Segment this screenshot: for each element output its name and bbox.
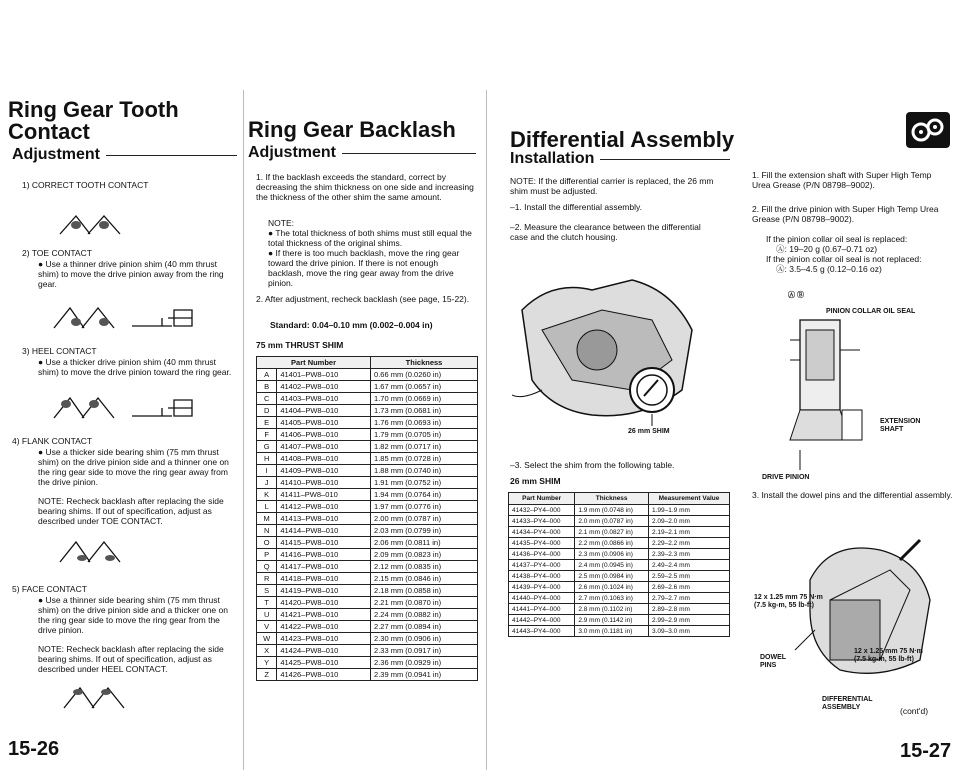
thrust-shim-row [257, 597, 478, 609]
shim-code: B [257, 381, 277, 393]
mid-step-2: 2. After adjustment, recheck backlash (see page, 15-22). [256, 294, 470, 304]
grease-not-replaced-label: If the pinion collar oil seal is not replaced: [766, 254, 922, 264]
left-s4: 4) FLANK CONTACT [12, 436, 93, 446]
shim-code: S [257, 585, 277, 597]
thrust-shim-row [257, 645, 478, 657]
shim26-thickness: 2.2 mm (0.0866 in) [575, 538, 649, 549]
shim-code: D [257, 405, 277, 417]
shim-thickness: 2.00 mm (0.0787 in) [371, 513, 478, 525]
thrust-shim-row [257, 417, 478, 429]
shim-code: U [257, 609, 277, 621]
shim26-part-number: 41439–PY4–000 [509, 582, 575, 593]
shim26-thickness: 1.9 mm (0.0748 in) [575, 505, 649, 516]
thrust-shim-row [257, 633, 478, 645]
shim-thickness: 1.70 mm (0.0669 in) [371, 393, 478, 405]
shim-thickness: 1.97 mm (0.0776 in) [371, 501, 478, 513]
shim26-part-number: 41438–PY4–000 [509, 571, 575, 582]
shim-part-number: 41412–PW8–010 [277, 501, 371, 513]
thrust-shim-col-part: Part Number [257, 357, 371, 369]
shim26-row [509, 615, 730, 626]
shim26-row [509, 516, 730, 527]
shim-thickness: 2.21 mm (0.0870 in) [371, 597, 478, 609]
mid-adjustment-heading [248, 144, 476, 162]
left-s3-body: ● Use a thicker drive pinion shim (40 mm thrust shim) to move the drive pinion toward the ring gear. [38, 357, 232, 377]
shim-code: N [257, 525, 277, 537]
left-s1: 1) CORRECT TOOTH CONTACT [22, 180, 149, 190]
shim26-measurement: 2.69–2.6 mm [648, 582, 729, 593]
shim-26mm-label: 26 mm SHIM [628, 428, 670, 435]
shim-thickness: 2.39 mm (0.0941 in) [371, 669, 478, 681]
shim-part-number: 41410–PW8–010 [277, 477, 371, 489]
shim-thickness: 1.76 mm (0.0693 in) [371, 417, 478, 429]
right-step-1: –1. Install the differential assembly. [510, 202, 642, 212]
shim-code: O [257, 537, 277, 549]
shim26-measurement: 2.79–2.7 mm [648, 593, 729, 604]
left-s4-body: ● Use a thicker side bearing shim (75 mm thrust shim) on the drive pinion side and a thinner one on the ring gear side to move the ring gear away from the drive pinion. [38, 447, 229, 487]
mid-note-2: ● If there is too much backlash, move the ring gear toward the drive pinion. If there is not enough backlash, move the ring gear away from the drive pinion. [268, 248, 460, 288]
thrust-shim-row [257, 609, 478, 621]
shim26-measurement: 2.39–2.3 mm [648, 549, 729, 560]
shim-code: X [257, 645, 277, 657]
shim-part-number: 41405–PW8–010 [277, 417, 371, 429]
drive-pinion-illustration [770, 300, 880, 470]
shim-thickness: 1.67 mm (0.0657 in) [371, 381, 478, 393]
mid-adjustment-label: Adjustment [248, 144, 336, 161]
left-adjustment-heading [12, 146, 237, 164]
shim-part-number: 41416–PW8–010 [277, 549, 371, 561]
thrust-shim-row [257, 441, 478, 453]
shim-26mm-table [508, 492, 730, 637]
shim-thickness: 2.33 mm (0.0917 in) [371, 645, 478, 657]
left-title-line1: Ring Gear Tooth [8, 97, 179, 122]
thrust-shim-row [257, 369, 478, 381]
grease-replaced-label: If the pinion collar oil seal is replaced: [766, 234, 908, 244]
mid-step-1: 1. If the backlash exceeds the standard, correct by decreasing the shim thickness on one side and increasing the thickness of the other shim the same amount. [256, 172, 474, 202]
left-s5-body: ● Use a thinner side bearing shim (75 mm thrust shim) on the drive pinion side and a thicker one on the ring gear side to move the ring gear from the drive pinion. [38, 595, 228, 635]
shim-code: C [257, 393, 277, 405]
shim26-thickness: 2.9 mm (0.1142 in) [575, 615, 649, 626]
shim26-row [509, 626, 730, 637]
right-col2-step-1: 1. Fill the extension shaft with Super High Temp Urea Grease (P/N 08798–9002). [752, 170, 932, 190]
mid-note-label: NOTE: [268, 218, 294, 228]
left-s2-body: ● Use a thinner drive pinion shim (40 mm thrust shim) to move the drive pinion away from the ring gear. [38, 259, 224, 289]
shim26-row [509, 505, 730, 516]
shim26-col-thickness: Thickness [575, 493, 649, 505]
left-s5: 5) FACE CONTACT [12, 584, 87, 594]
right-title: Differential Assembly [510, 127, 735, 152]
left-s5-note: NOTE: Recheck backlash after replacing the side bearing shims. If out of specification, adjust as described under HEEL CONTACT. [38, 644, 224, 674]
thrust-shim-row [257, 513, 478, 525]
shim-part-number: 41418–PW8–010 [277, 573, 371, 585]
shim26-thickness: 3.0 mm (0.1181 in) [575, 626, 649, 637]
right-table-title: 26 mm SHIM [510, 476, 561, 486]
shim26-row [509, 560, 730, 571]
shim-part-number: 41423–PW8–010 [277, 633, 371, 645]
shim-code: M [257, 513, 277, 525]
continued-label: (cont'd) [900, 706, 929, 716]
thrust-shim-row [257, 453, 478, 465]
shim-thickness: 2.09 mm (0.0823 in) [371, 549, 478, 561]
shim-thickness: 2.15 mm (0.0846 in) [371, 573, 478, 585]
left-adjustment-label: Adjustment [12, 146, 100, 163]
shim-part-number: 41401–PW8–010 [277, 369, 371, 381]
shim-part-number: 41415–PW8–010 [277, 537, 371, 549]
shim-part-number: 41408–PW8–010 [277, 453, 371, 465]
installation-heading [510, 150, 730, 168]
installation-label: Installation [510, 150, 595, 167]
tooth-contact-diagram-3 [52, 390, 212, 424]
shim26-thickness: 2.1 mm (0.0827 in) [575, 527, 649, 538]
shim26-thickness: 2.0 mm (0.0787 in) [575, 516, 649, 527]
shim26-row [509, 571, 730, 582]
shim-code: E [257, 417, 277, 429]
shim-thickness: 2.30 mm (0.0906 in) [371, 633, 478, 645]
shim-code: L [257, 501, 277, 513]
grease-replaced-value: Ⓐ: 19–20 g (0.67–0.71 oz) [776, 244, 878, 254]
shim-thickness: 1.85 mm (0.0728 in) [371, 453, 478, 465]
thrust-shim-row [257, 465, 478, 477]
tooth-contact-diagram-2 [52, 300, 212, 334]
shim-code: Z [257, 669, 277, 681]
shim26-thickness: 2.4 mm (0.0945 in) [575, 560, 649, 571]
shim-thickness: 1.94 mm (0.0764 in) [371, 489, 478, 501]
right-col2-step-2: 2. Fill the drive pinion with Super High Temp Urea Grease (P/N 08798–9002). [752, 204, 939, 224]
thrust-shim-row [257, 561, 478, 573]
shim26-part-number: 41436–PY4–000 [509, 549, 575, 560]
shim-part-number: 41426–PW8–010 [277, 669, 371, 681]
tooth-contact-diagram-5 [62, 680, 142, 714]
shim26-part-number: 41442–PY4–000 [509, 615, 575, 626]
shim-part-number: 41409–PW8–010 [277, 465, 371, 477]
shim26-measurement: 2.89–2.8 mm [648, 604, 729, 615]
shim26-part-number: 41435–PY4–000 [509, 538, 575, 549]
shim-code: V [257, 621, 277, 633]
left-s3: 3) HEEL CONTACT [22, 346, 97, 356]
thrust-shim-row [257, 537, 478, 549]
tooth-contact-diagram-4 [58, 534, 138, 568]
shim-part-number: 41419–PW8–010 [277, 585, 371, 597]
shim-code: A [257, 369, 277, 381]
shim26-thickness: 2.8 mm (0.1102 in) [575, 604, 649, 615]
dowel-pins-label: DOWEL PINS [760, 654, 786, 669]
column-divider-1 [243, 90, 244, 770]
shim26-col-part: Part Number [509, 493, 575, 505]
shim26-col-measurement: Measurement Value [648, 493, 729, 505]
shim-thickness: 2.12 mm (0.0835 in) [371, 561, 478, 573]
shim26-part-number: 41441–PY4–000 [509, 604, 575, 615]
thrust-shim-row [257, 621, 478, 633]
shim-thickness: 2.27 mm (0.0894 in) [371, 621, 478, 633]
thrust-shim-row [257, 573, 478, 585]
shim-part-number: 41411–PW8–010 [277, 489, 371, 501]
shim-code: Y [257, 657, 277, 669]
shim-part-number: 41425–PW8–010 [277, 657, 371, 669]
shim-part-number: 41406–PW8–010 [277, 429, 371, 441]
shim-thickness: 0.66 mm (0.0260 in) [371, 369, 478, 381]
shim-part-number: 41417–PW8–010 [277, 561, 371, 573]
shim-thickness: 1.88 mm (0.0740 in) [371, 465, 478, 477]
right-step-2: –2. Measure the clearance between the differential case and the clutch housing. [510, 222, 701, 242]
shim26-measurement: 1.99–1.9 mm [648, 505, 729, 516]
shim26-thickness: 2.7 mm (0.1063 in) [575, 593, 649, 604]
drive-pinion-label: DRIVE PINION [762, 474, 810, 481]
thrust-shim-row [257, 405, 478, 417]
shim26-row [509, 582, 730, 593]
shim26-part-number: 41437–PY4–000 [509, 560, 575, 571]
shim26-part-number: 41443–PY4–000 [509, 626, 575, 637]
mid-standard: Standard: 0.04–0.10 mm (0.002–0.004 in) [270, 320, 433, 330]
shim26-thickness: 2.6 mm (0.1024 in) [575, 582, 649, 593]
shim-part-number: 41414–PW8–010 [277, 525, 371, 537]
shim-code: G [257, 441, 277, 453]
thrust-shim-row [257, 477, 478, 489]
shim26-row [509, 527, 730, 538]
thrust-shim-row [257, 585, 478, 597]
left-title-line2: Contact [8, 119, 90, 144]
thrust-shim-row [257, 525, 478, 537]
shim26-thickness: 2.5 mm (0.0984 in) [575, 571, 649, 582]
shim-thickness: 2.18 mm (0.0858 in) [371, 585, 478, 597]
shim26-measurement: 2.59–2.5 mm [648, 571, 729, 582]
pinion-collar-seal-label: PINION COLLAR OIL SEAL [826, 308, 916, 315]
shim26-measurement: 2.49–2.4 mm [648, 560, 729, 571]
mid-table-title: 75 mm THRUST SHIM [256, 340, 344, 350]
thrust-shim-row [257, 657, 478, 669]
thrust-shim-row [257, 429, 478, 441]
shim-code: P [257, 549, 277, 561]
left-s4-note: NOTE: Recheck backlash after replacing the side bearing shims. If out of specification, adjust as described under TOE CONTACT. [38, 496, 224, 526]
shim26-part-number: 41433–PY4–000 [509, 516, 575, 527]
grease-not-replaced-value: Ⓐ: 3.5–4.5 g (0.12–0.16 oz) [776, 264, 882, 274]
shim-thickness: 1.79 mm (0.0705 in) [371, 429, 478, 441]
mid-title: Ring Gear Backlash [248, 117, 456, 142]
thrust-shim-row [257, 669, 478, 681]
shim-part-number: 41413–PW8–010 [277, 513, 371, 525]
shim-part-number: 41404–PW8–010 [277, 405, 371, 417]
shim26-row [509, 593, 730, 604]
right-col2-step-3: 3. Install the dowel pins and the differential assembly. [752, 490, 953, 500]
thrust-shim-row [257, 501, 478, 513]
shim26-measurement: 2.09–2.0 mm [648, 516, 729, 527]
thrust-shim-row [257, 393, 478, 405]
shim-code: T [257, 597, 277, 609]
shim26-thickness: 2.3 mm (0.0906 in) [575, 549, 649, 560]
shim-code: J [257, 477, 277, 489]
thrust-shim-row [257, 489, 478, 501]
thrust-shim-row [257, 381, 478, 393]
shim-code: Q [257, 561, 277, 573]
shim26-part-number: 41432–PY4–000 [509, 505, 575, 516]
differential-gear-icon [906, 112, 950, 148]
shim26-measurement: 2.99–2.9 mm [648, 615, 729, 626]
shim-part-number: 41402–PW8–010 [277, 381, 371, 393]
shim26-measurement: 2.19–2.1 mm [648, 527, 729, 538]
shim26-row [509, 538, 730, 549]
bolt-torque-label-1: 12 x 1.25 mm 75 N·m (7.5 kg-m, 55 lb-ft) [754, 594, 823, 609]
shim26-part-number: 41434–PY4–000 [509, 527, 575, 538]
shim-thickness: 1.82 mm (0.0717 in) [371, 441, 478, 453]
thrust-shim-col-thickness: Thickness [371, 357, 478, 369]
shim-part-number: 41420–PW8–010 [277, 597, 371, 609]
shim-thickness: 1.73 mm (0.0681 in) [371, 405, 478, 417]
shim-thickness: 2.06 mm (0.0811 in) [371, 537, 478, 549]
right-note: NOTE: If the differential carrier is replaced, the 26 mm shim must be adjusted. [510, 176, 714, 196]
shim-code: I [257, 465, 277, 477]
differential-illustration [512, 250, 712, 440]
bolt-torque-label-2: 12 x 1.25 mm 75 N·m (7.5 kg-m, 55 lb-ft) [854, 648, 923, 663]
shim26-part-number: 41440–PY4–000 [509, 593, 575, 604]
shim26-measurement: 3.09–3.0 mm [648, 626, 729, 637]
shim-part-number: 41407–PW8–010 [277, 441, 371, 453]
shim-thickness: 2.03 mm (0.0799 in) [371, 525, 478, 537]
page-number-right: 15-27 [900, 740, 952, 762]
right-step-3: –3. Select the shim from the following table. [510, 460, 675, 470]
shim26-row [509, 604, 730, 615]
shim-thickness: 2.24 mm (0.0882 in) [371, 609, 478, 621]
page-number-left: 15-26 [8, 738, 60, 760]
shim-code: H [257, 453, 277, 465]
thrust-shim-table [256, 356, 478, 681]
shim-thickness: 2.36 mm (0.0929 in) [371, 657, 478, 669]
shim-part-number: 41403–PW8–010 [277, 393, 371, 405]
shim-code: R [257, 573, 277, 585]
differential-assembly-label: DIFFERENTIAL ASSEMBLY [822, 696, 873, 711]
mid-note-1: ● The total thickness of both shims must still equal the total thickness of the original shims. [268, 228, 472, 248]
column-divider-2 [486, 90, 487, 770]
shim-code: W [257, 633, 277, 645]
shim-code: K [257, 489, 277, 501]
shim26-row [509, 549, 730, 560]
shim-part-number: 41421–PW8–010 [277, 609, 371, 621]
extension-shaft-label: EXTENSION SHAFT [880, 418, 921, 433]
shim-thickness: 1.91 mm (0.0752 in) [371, 477, 478, 489]
shim26-measurement: 2.29–2.2 mm [648, 538, 729, 549]
tooth-contact-diagram-1 [58, 208, 128, 238]
shim-part-number: 41422–PW8–010 [277, 621, 371, 633]
thrust-shim-row [257, 549, 478, 561]
ab-markers: Ⓐ Ⓑ [788, 292, 804, 299]
shim-code: F [257, 429, 277, 441]
left-s2: 2) TOE CONTACT [22, 248, 92, 258]
shim-part-number: 41424–PW8–010 [277, 645, 371, 657]
